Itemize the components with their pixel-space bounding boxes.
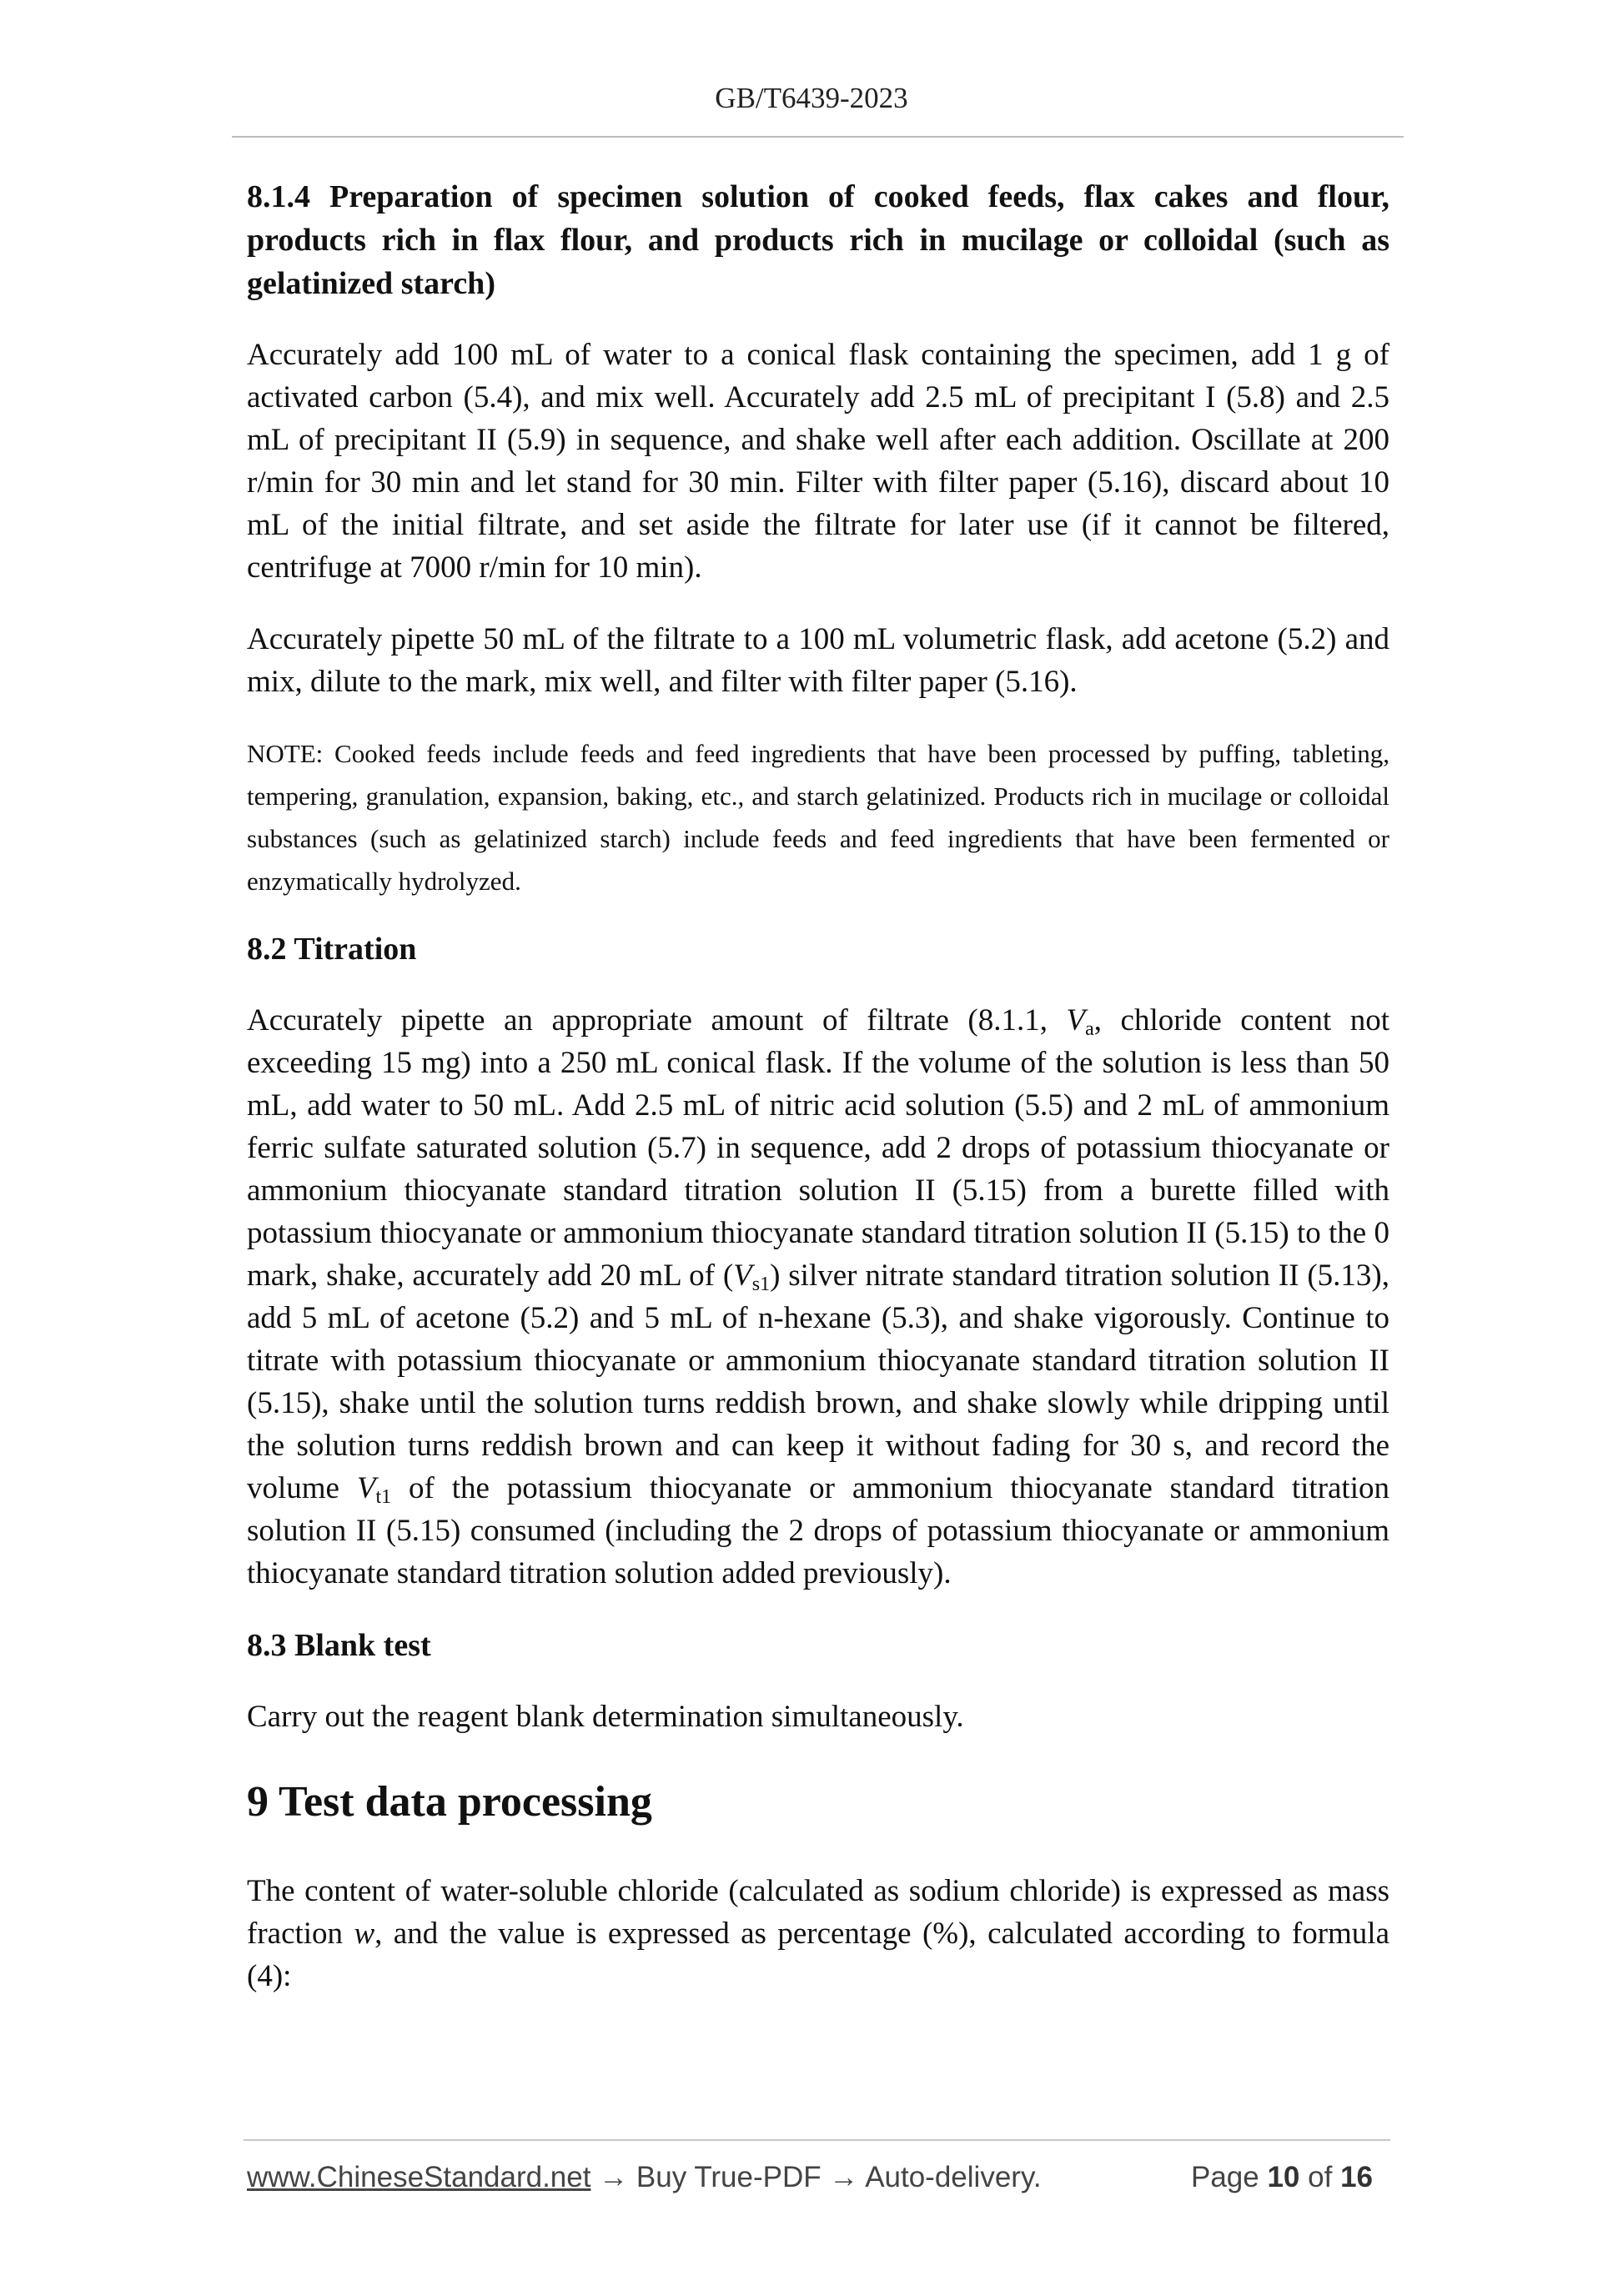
page-footer [247,2161,1389,2203]
arrow-icon: → [590,2161,636,2193]
website-link[interactable]: www.ChineseStandard.net [247,2161,591,2193]
page-label: Page [1190,2161,1259,2193]
paragraph-8-1-4-2: Accurately pipette 50 mL of the filtrate to a 100 mL volumetric flask, add acetone (5.2) and mix, dilute to the mark, mix well, and filter with filter paper (5.16). [247,622,1389,699]
text-run: Accurately pipette an appropriate amount of filtrate (8.1.1, [247,1003,1067,1037]
subscript-t1: t1 [375,1486,392,1508]
paragraph-9 [247,1870,1389,1997]
variable-v: V [733,1259,752,1293]
page-number: 10 [1267,2161,1300,2193]
text-run: , and the value is expressed as percentage (%), calculated according to formula (4): [247,1917,1389,1993]
arrow-icon: → [821,2161,866,2193]
text-run: ) silver nitrate standard titration solution II (5.13), add 5 mL of acetone (5.2) and 5 mL of n-hexane (5.3), and shake vigorously. Continue to titrate with potassium thiocyanate or ammonium thiocyanate standard titration solution II (5.15), shake until the solution turns reddish brown, and shake slowly while dripping until the solution turns reddish brown and can keep it without fading for 30 s, and record the volume [247,1259,1389,1505]
footer-promo [247,2161,1042,2194]
subscript-a: a [1085,1018,1094,1040]
text-run: , chloride content not exceeding 15 mg) into a 250 mL conical flask. If the volume of the solution is less than 50 mL, add water to 50 mL. Add 2.5 mL of nitric acid solution (5.5) and 2 mL of ammonium ferric sulfate saturated solution (5.7) in sequence, add 2 drops of potassium thiocyanate or ammonium thiocyanate standard titration solution II (5.15) from a burette filled with potassium thiocyanate or ammonium thiocyanate standard titration solution II (5.15) to the 0 mark, shake, accurately add 20 mL of ( [247,1003,1389,1293]
footer-divider [244,2139,1390,2141]
delivery-text: Auto-delivery. [865,2161,1042,2193]
text-run: The content of water-soluble chloride (calculated as sodium chloride) is expressed as mass fraction [247,1874,1389,1951]
heading-9: 9 Test data processing [247,1778,652,1826]
buy-text: Buy True-PDF [636,2161,822,2193]
paragraph-8-2 [247,999,1389,1595]
document-id-header: GB/T6439-2023 [715,82,908,114]
variable-v: V [356,1471,376,1505]
variable-w: w [354,1917,375,1951]
heading-8-3: 8.3 Blank test [247,1628,431,1663]
text-run: of the potassium thiocyanate or ammonium thiocyanate standard titration solution II (5.15) consumed (including the 2 drops of potassium thiocyanate or ammonium thiocyanate standard titration solution added previously). [247,1471,1389,1590]
page-body [247,175,1389,2027]
paragraph-8-1-4-1: Accurately add 100 mL of water to a conical flask containing the specimen, add 1 g of activated carbon (5.4), and mix well. Accurately add 2.5 mL of precipitant I (5.8) and 2.5 mL of precipitant II (5.9) in sequence, and shake well after each addition. Oscillate at 200 r/min for 30 min and let stand for 30 min. Filter with filter paper (5.16), discard about 10 mL of the initial filtrate, and set aside the filtrate for later use (if it cannot be filtered, centrifuge at 7000 r/min for 10 min). [247,338,1389,585]
subscript-s1: s1 [751,1274,771,1295]
of-label: of [1308,2161,1333,2193]
page-indicator [1191,2161,1373,2194]
variable-v: V [1066,1003,1086,1037]
paragraph-8-3: Carry out the reagent blank determination simultaneously. [247,1700,964,1734]
header-divider [232,136,1404,138]
heading-8-1-4: 8.1.4 Preparation of specimen solution of cooked feeds, flax cakes and flour, products rich in flax flour, and products rich in mucilage or colloidal (such as gelatinized starch) [247,179,1389,301]
page-total: 16 [1340,2161,1373,2193]
heading-8-2: 8.2 Titration [247,932,417,967]
note-paragraph: NOTE: Cooked feeds include feeds and feed ingredients that have been processed by puffing, tableting, tempering, granulation, expansion, baking, etc., and starch gelatinized. Products rich in mucilage or colloidal substances (such as gelatinized starch) include feeds and feed ingredients that have been fermented or enzymatically hydrolyzed. [247,739,1389,896]
